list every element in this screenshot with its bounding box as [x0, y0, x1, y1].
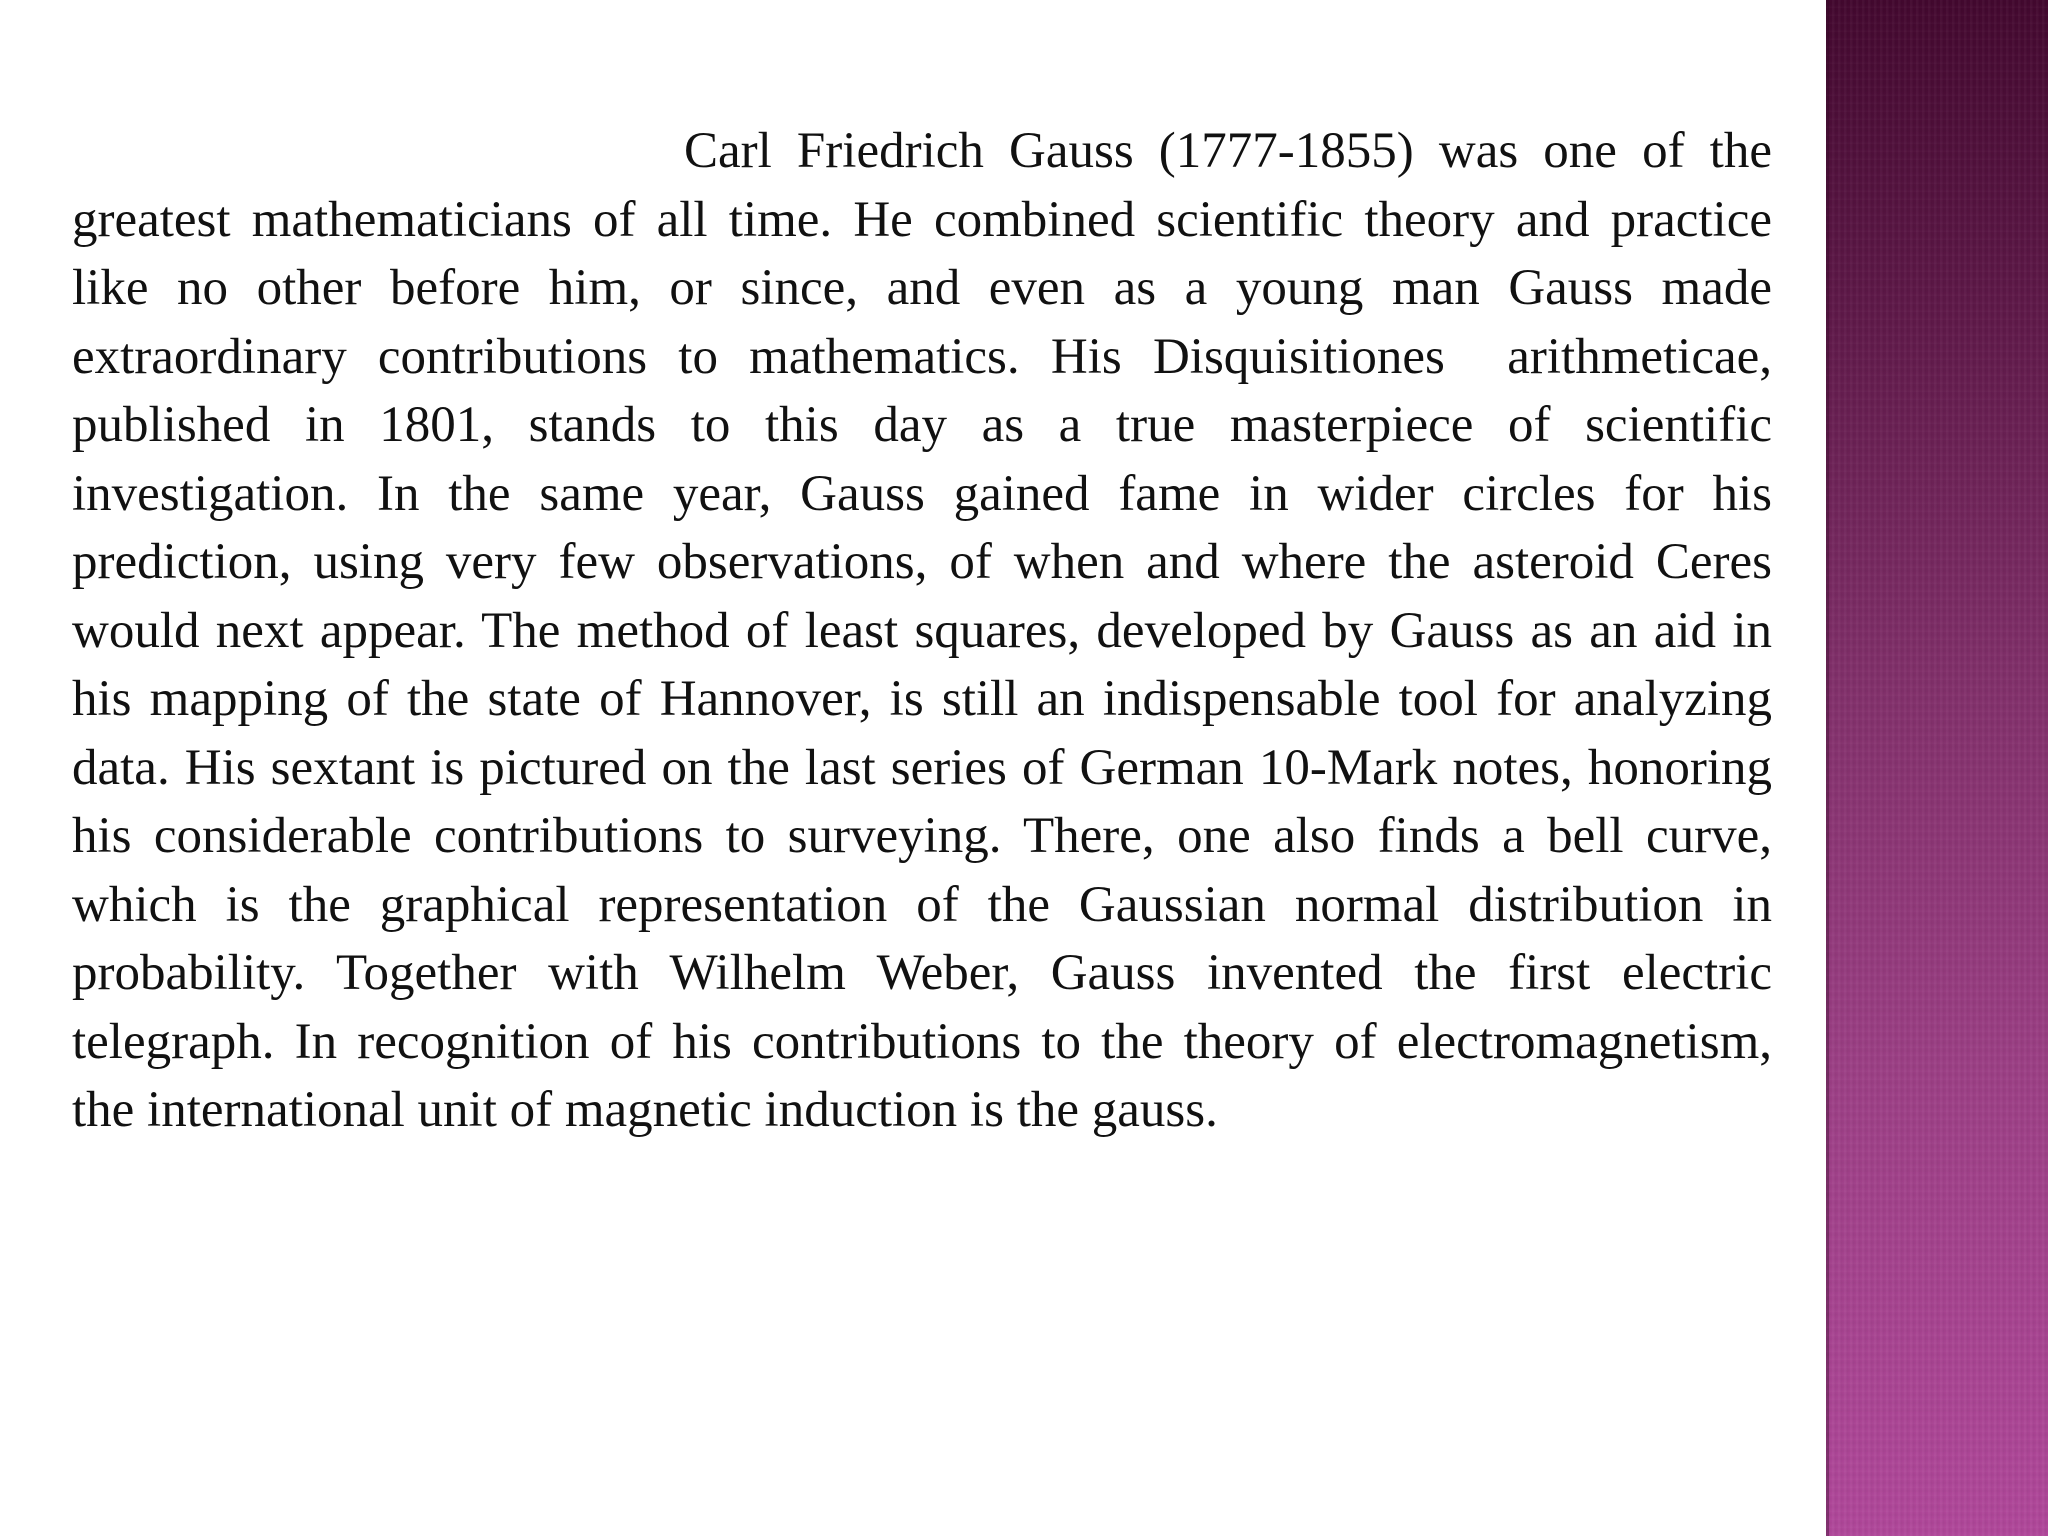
decorative-side-bar [1826, 0, 2048, 1536]
gauss-biography-paragraph: Carl Friedrich Gauss (1777-1855) was one of the greatest mathematicians of all time. He combined scientific theory and practice like no other before him, or since, and even as a young man Gauss made extraordinary contributions to mathematics. His Disquisitiones arithmeticae, published in 1801, stands to this day as a true masterpiece of scientific investigation. In the same year, Gauss gained fame in wider circles for his prediction, using very few observations, of when and where the asteroid Ceres would next appear. The method of least squares, developed by Gauss as an aid in his mapping of the state of Hannover, is still an indispensable tool for analyzing data. His sextant is pictured on the last series of German 10-Mark notes, honoring his considerable contributions to surveying. There, one also finds a bell curve, which is the graphical representation of the Gaussian normal distribution in probability. Together with Wilhelm Weber, Gauss invented the first electric telegraph. In recognition of his contributions to the theory of electromagnetism, the international unit of magnetic induction is the gauss. [72, 123, 1785, 1138]
